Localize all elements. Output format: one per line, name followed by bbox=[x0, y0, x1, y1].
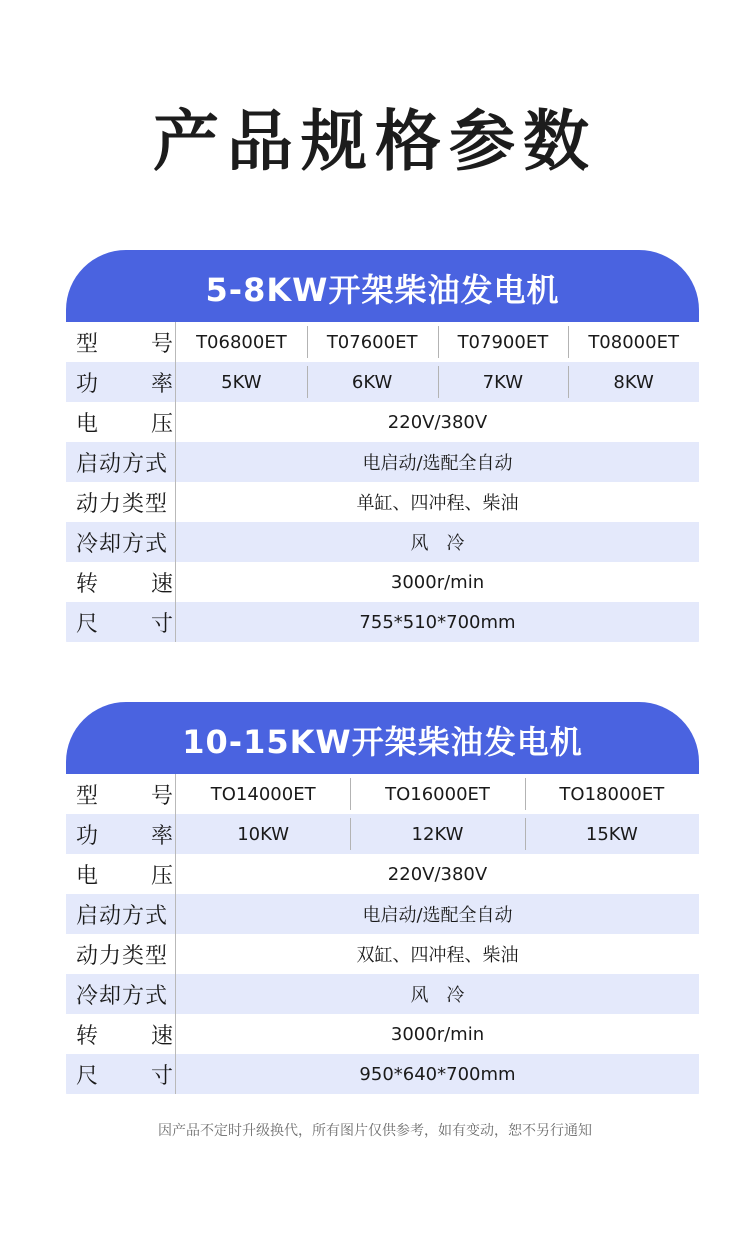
spec-row-values bbox=[176, 1054, 699, 1094]
spec-row-values bbox=[176, 402, 699, 442]
spec-value-cell: 7KW bbox=[438, 362, 569, 402]
spec-label-char: 速 bbox=[150, 571, 173, 597]
spec-label-char: 型 bbox=[76, 783, 99, 809]
spec-row bbox=[66, 362, 699, 402]
spec-row bbox=[66, 854, 699, 894]
card-header bbox=[66, 250, 699, 322]
spec-row-label bbox=[66, 362, 176, 402]
spec-value-cell: T07900ET bbox=[438, 322, 569, 362]
spec-card-5-8kw bbox=[66, 250, 699, 654]
spec-row-values bbox=[176, 522, 699, 562]
spec-row-values bbox=[176, 854, 699, 894]
spec-label-char: 号 bbox=[150, 331, 173, 357]
spec-label-char: 尺 bbox=[76, 1063, 99, 1089]
spec-row-values bbox=[176, 442, 699, 482]
spec-row bbox=[66, 562, 699, 602]
card-bottom bbox=[66, 642, 699, 654]
spec-row-values bbox=[176, 562, 699, 602]
spec-value-cell: 15KW bbox=[525, 814, 699, 854]
spec-row bbox=[66, 814, 699, 854]
spec-value-cell: TO14000ET bbox=[210, 783, 316, 805]
page-title: 产品规格参数 bbox=[153, 103, 597, 180]
spec-row-label bbox=[66, 894, 176, 934]
spec-value-cell: 电启动/选配全自动 bbox=[362, 905, 513, 926]
spec-row bbox=[66, 602, 699, 642]
spec-value-cell: TO16000ET bbox=[350, 774, 524, 814]
spec-row-values bbox=[176, 894, 699, 934]
spec-row-label bbox=[66, 482, 176, 522]
spec-label-char: 功 bbox=[76, 371, 99, 397]
spec-value-cell: 风 冷 bbox=[410, 533, 465, 554]
spec-label-char: 率 bbox=[150, 371, 173, 397]
spec-label-char: 速 bbox=[150, 1023, 173, 1049]
spec-value-cell: T08000ET bbox=[568, 322, 699, 362]
spec-row-values bbox=[176, 774, 699, 814]
spec-value-cell: 3000r/min bbox=[390, 1023, 485, 1045]
spec-row-label bbox=[66, 602, 176, 642]
spec-value-cell: 755*510*700mm bbox=[359, 611, 516, 633]
spec-value-cell: 5KW bbox=[221, 371, 262, 393]
spec-label-char: 压 bbox=[150, 411, 173, 437]
card-title: 10-15KW开架柴油发电机 bbox=[182, 723, 583, 761]
spec-label-char: 启动方式 bbox=[76, 903, 169, 929]
spec-row-values bbox=[176, 934, 699, 974]
spec-label-char: 冷却方式 bbox=[76, 531, 169, 557]
spec-label-char: 转 bbox=[76, 571, 99, 597]
spec-row bbox=[66, 1014, 699, 1054]
spec-label-char: 启动方式 bbox=[76, 451, 169, 477]
spec-value-cell: 双缸、四冲程、柴油 bbox=[356, 945, 519, 966]
spec-value-cell: 10KW bbox=[237, 823, 290, 845]
spec-value-cell: TO18000ET bbox=[525, 774, 699, 814]
spec-row-values bbox=[176, 602, 699, 642]
spec-table bbox=[66, 774, 699, 1106]
card-bottom bbox=[66, 1094, 699, 1106]
spec-value-cell: T07600ET bbox=[307, 322, 438, 362]
spec-row-values bbox=[176, 362, 699, 402]
spec-label-char: 尺 bbox=[76, 611, 99, 637]
spec-label-char: 电 bbox=[76, 863, 99, 889]
spec-value-cell: 950*640*700mm bbox=[359, 1063, 516, 1085]
spec-row bbox=[66, 934, 699, 974]
spec-label-char: 转 bbox=[76, 1023, 99, 1049]
spec-row-label bbox=[66, 562, 176, 602]
spec-row bbox=[66, 974, 699, 1014]
spec-value-cell: 220V/380V bbox=[387, 411, 488, 433]
spec-row-label bbox=[66, 402, 176, 442]
spec-row-label bbox=[66, 854, 176, 894]
spec-row bbox=[66, 774, 699, 814]
spec-label-char: 动力类型 bbox=[76, 943, 169, 969]
spec-row-values bbox=[176, 814, 699, 854]
spec-row-label bbox=[66, 522, 176, 562]
spec-row-label bbox=[66, 934, 176, 974]
card-header bbox=[66, 702, 699, 774]
spec-row bbox=[66, 522, 699, 562]
spec-label-char: 动力类型 bbox=[76, 491, 169, 517]
spec-row bbox=[66, 482, 699, 522]
spec-row-label bbox=[66, 1054, 176, 1094]
spec-value-cell: T06800ET bbox=[196, 331, 287, 353]
spec-row-label bbox=[66, 1014, 176, 1054]
spec-row-values bbox=[176, 482, 699, 522]
spec-value-cell: 6KW bbox=[307, 362, 438, 402]
spec-label-char: 型 bbox=[76, 331, 99, 357]
spec-value-cell: 12KW bbox=[350, 814, 524, 854]
spec-row-label bbox=[66, 814, 176, 854]
spec-row-label bbox=[66, 774, 176, 814]
spec-row-values bbox=[176, 322, 699, 362]
spec-row bbox=[66, 1054, 699, 1094]
spec-value-cell: 3000r/min bbox=[390, 571, 485, 593]
spec-label-char: 寸 bbox=[150, 1063, 173, 1089]
spec-label-char: 压 bbox=[150, 863, 173, 889]
spec-row-label bbox=[66, 322, 176, 362]
spec-row bbox=[66, 894, 699, 934]
spec-label-char: 冷却方式 bbox=[76, 983, 169, 1009]
spec-value-cell: 风 冷 bbox=[410, 985, 465, 1006]
spec-value-cell: 单缸、四冲程、柴油 bbox=[356, 493, 519, 514]
spec-label-char: 电 bbox=[76, 411, 99, 437]
spec-row-values bbox=[176, 974, 699, 1014]
spec-value-cell: 电启动/选配全自动 bbox=[362, 453, 513, 474]
card-title: 5-8KW开架柴油发电机 bbox=[205, 271, 560, 309]
spec-value-cell: 8KW bbox=[568, 362, 699, 402]
spec-row bbox=[66, 322, 699, 362]
disclaimer-note: 因产品不定时升级换代，所有图片仅供参考，如有变动，恕不另行通知 bbox=[158, 1123, 592, 1139]
spec-row-label bbox=[66, 442, 176, 482]
spec-row-values bbox=[176, 1014, 699, 1054]
spec-card-10-15kw bbox=[66, 702, 699, 1106]
spec-row bbox=[66, 442, 699, 482]
spec-label-char: 功 bbox=[76, 823, 99, 849]
spec-label-char: 号 bbox=[150, 783, 173, 809]
spec-label-char: 寸 bbox=[150, 611, 173, 637]
spec-table bbox=[66, 322, 699, 654]
spec-row-label bbox=[66, 974, 176, 1014]
spec-row bbox=[66, 402, 699, 442]
spec-value-cell: 220V/380V bbox=[387, 863, 488, 885]
spec-label-char: 率 bbox=[150, 823, 173, 849]
